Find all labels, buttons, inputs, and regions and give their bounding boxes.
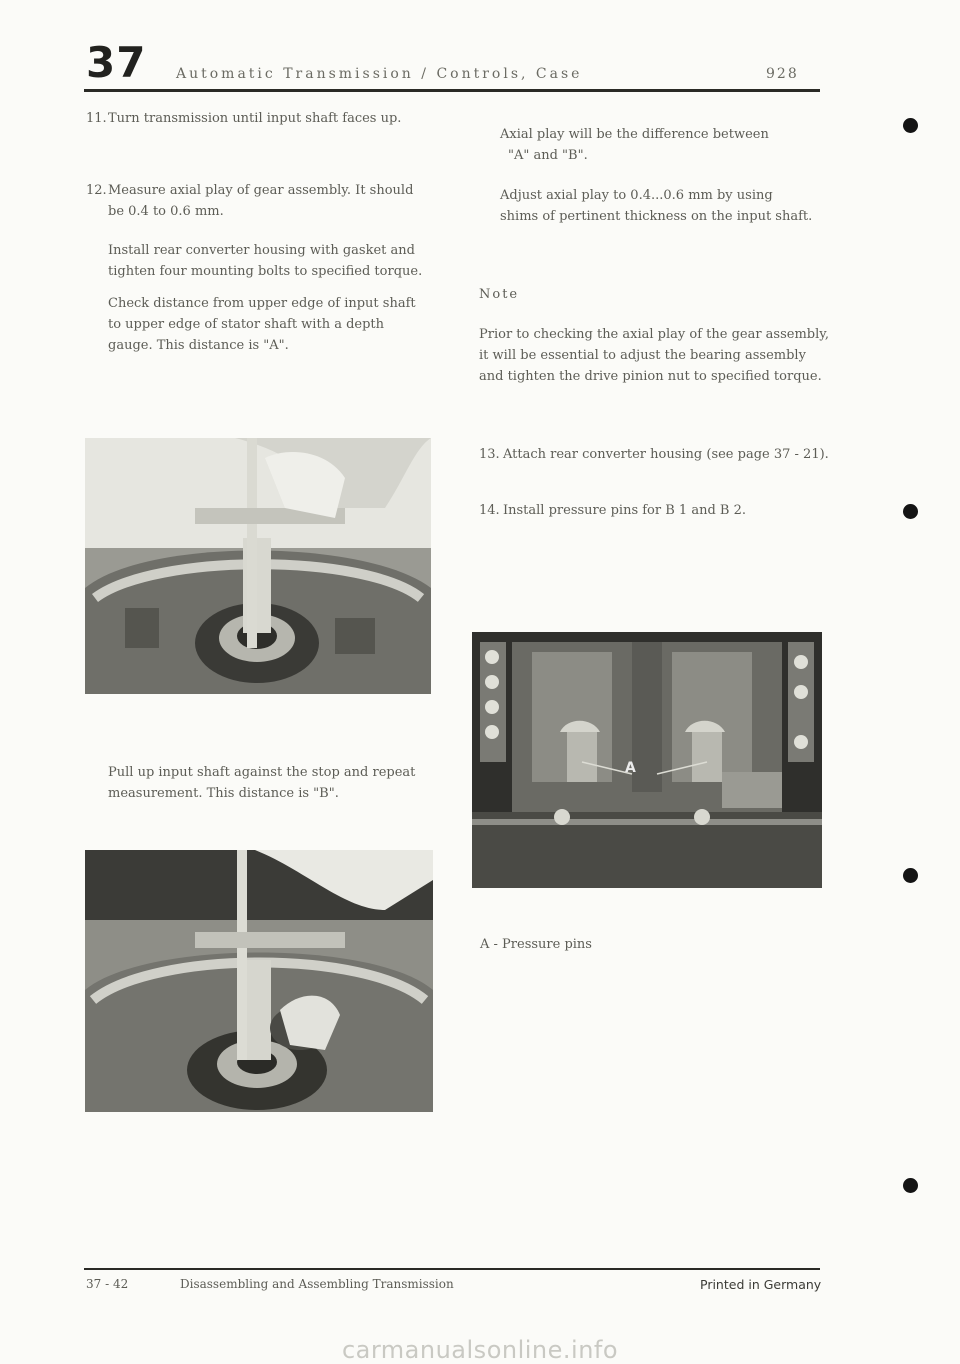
right-paragraph-2 — [500, 185, 840, 227]
left-paragraph-3-line: measurement. This distance is "B". — [108, 786, 339, 801]
step-14 — [479, 500, 839, 521]
right-paragraph-1-line: Axial play will be the difference between — [500, 127, 769, 142]
left-paragraph-1 — [108, 240, 468, 282]
binder-hole — [903, 504, 918, 519]
photo-depth-gauge-a-illustration — [85, 438, 431, 694]
step-14-text: Install pressure pins for B 1 and B 2. — [503, 503, 746, 518]
header-title: Automatic Transmission / Controls, Case — [176, 66, 583, 82]
binder-hole — [903, 868, 918, 883]
photo-label-a: A — [625, 760, 636, 776]
binder-hole — [903, 118, 918, 133]
right-paragraph-1-line: "A" and "B". — [508, 148, 588, 163]
footer-printed: Printed in Germany — [700, 1277, 822, 1292]
step-11 — [86, 108, 446, 129]
left-paragraph-2-line: to upper edge of stator shaft with a depth — [108, 317, 385, 332]
photo-depth-gauge-b-illustration — [85, 850, 433, 1112]
chapter-number: 37 — [86, 38, 147, 87]
step-14-number: 14. — [479, 503, 500, 518]
step-11-text: Turn transmission until input shaft faces up. — [108, 111, 402, 126]
step-13 — [479, 444, 839, 465]
left-paragraph-2-line: Check distance from upper edge of input shaft — [108, 296, 416, 311]
step-12-number: 12. — [86, 183, 107, 198]
step-13-text: Attach rear converter housing (see page 37 - 21). — [503, 447, 829, 462]
photo-caption: A - Pressure pins — [480, 937, 592, 952]
step-11-number: 11. — [86, 111, 107, 126]
footer-rule — [84, 1268, 820, 1270]
right-paragraph-1 — [500, 124, 830, 166]
step-12-line-1: Measure axial play of gear assembly. It should — [108, 183, 414, 198]
step-13-number: 13. — [479, 447, 500, 462]
header-rule — [84, 89, 820, 92]
footer-section: Disassembling and Assembling Transmission — [180, 1277, 454, 1291]
right-paragraph-2-line: shims of pertinent thickness on the input shaft. — [500, 209, 813, 224]
left-paragraph-1-line: Install rear converter housing with gasket and — [108, 243, 415, 258]
photo-depth-gauge-a — [85, 438, 431, 694]
photo-pressure-pins — [472, 632, 822, 888]
left-paragraph-3 — [108, 762, 468, 804]
header-model: 928 — [766, 66, 799, 82]
left-paragraph-2-line: gauge. This distance is "A". — [108, 338, 289, 353]
note-label: Note — [479, 287, 520, 302]
step-12-line-2: be 0.4 to 0.6 mm. — [108, 204, 224, 219]
note-text — [479, 324, 839, 387]
watermark: carmanualsonline.info — [341, 1336, 619, 1364]
left-paragraph-1-line: tighten four mounting bolts to specified torque. — [108, 264, 423, 279]
note-line: Prior to checking the axial play of the gear assembly, — [479, 327, 830, 342]
right-paragraph-2-line: Adjust axial play to 0.4...0.6 mm by using — [500, 188, 773, 203]
footer-page-number: 37 - 42 — [86, 1277, 129, 1291]
left-paragraph-2 — [108, 293, 468, 356]
note-line: it will be essential to adjust the bearing assembly — [479, 348, 806, 363]
photo-depth-gauge-b — [85, 850, 433, 1112]
step-12 — [86, 180, 456, 222]
note-line: and tighten the drive pinion nut to specified torque. — [479, 369, 822, 384]
binder-hole — [903, 1178, 918, 1193]
left-paragraph-3-line: Pull up input shaft against the stop and repeat — [108, 765, 416, 780]
photo-pressure-pins-illustration — [472, 632, 822, 888]
